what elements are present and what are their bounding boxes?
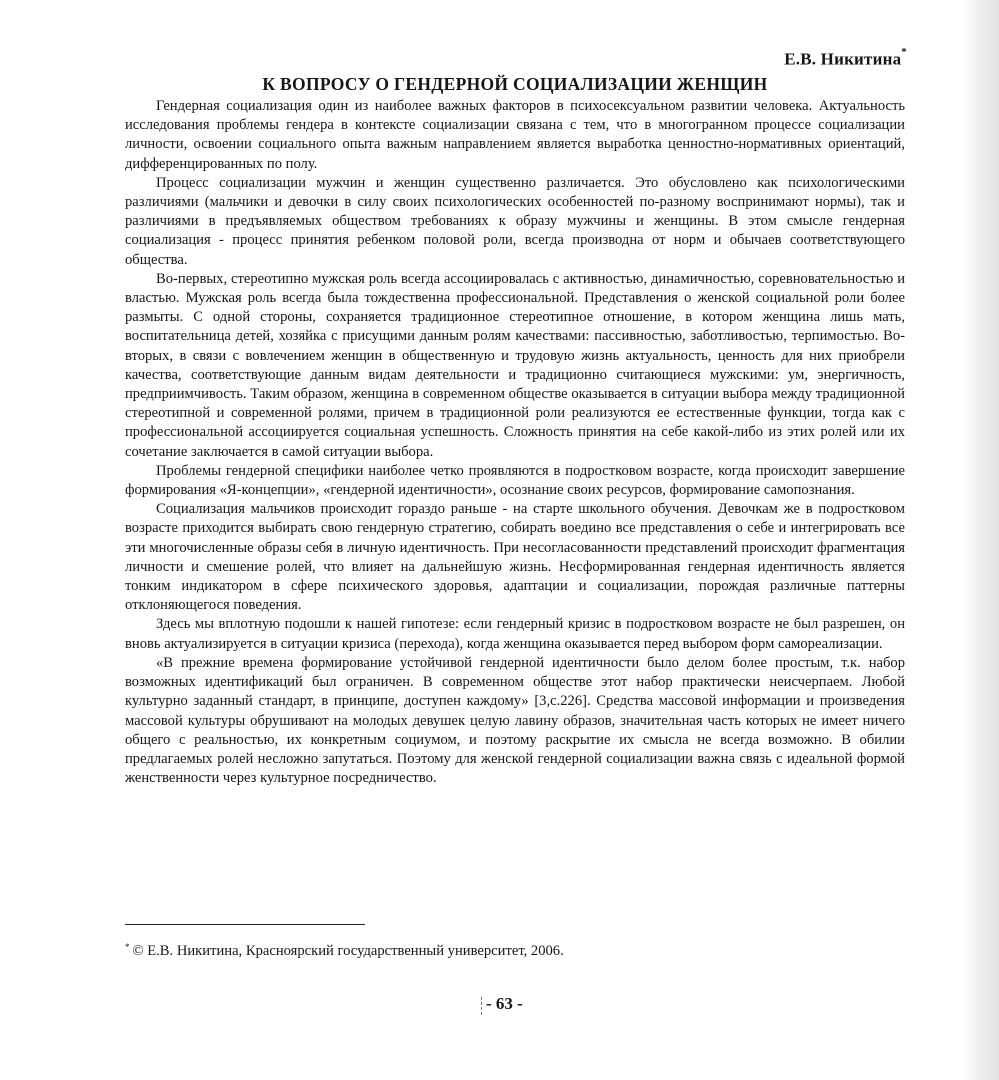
paragraph-5: Социализация мальчиков происходит гораздо раньше - на старте школьного обучения. Девочкам же в подростковом возрасте приходится выбирать свою гендерную стратегию, собирать воедино все представления о себе и интегрировать все эти многочисленные образы себя в личную идентичность. При несогласованности представлений происходит фрагментация личности и смешение ролей, что влияет на дальнейшую жизнь. Несформированная гендерная идентичность является тонким индикатором в сфере психического здоровья, адаптации и социализации, порождая различные паттерны отклоняющегося поведения. [125,501,905,614]
author-footnote-marker: * [901,46,907,58]
page-number: - 63 - [486,994,523,1013]
paragraph-3: Во-первых, стереотипно мужская роль всегда ассоциировалась с активностью, динамичностью, соревновательностью и властью. Мужская роль всегда была тождественна профессиональной. Представления о женской социальной роли более размыты. С одной стороны, сохраняется традиционное стереотипное отношение, в котором женщина лишь мать, воспитательница детей, хозяйка с присущими данным ролям качествами: пассивностью, заботливостью, терпимостью. Во-вторых, в связи с вовлечением женщин в общественную и трудовую жизнь актуальность, ценность для них приобрели качества, соответствующие данным видам деятельности и традиционно считающиеся мужскими: ум, энергичность, предприимчивость. Таким образом, женщина в современном обществе оказывается в ситуации выбора между традиционной стереотипной и современной ролями, причем в традиционной роли реализуются ее естественные функции, тогда как с профессиональной ассоциируется социальная успешность. Сложность принятия на себе какой-либо из этих ролей или их сочетание заключается в самой ситуации выбора. [125,270,905,460]
paragraph-7: «В прежние времена формирование устойчивой гендерной идентичности было делом более простым, т.к. набор возможных идентификаций был ограничен. В современном обществе этот набор практически неисчерпаем. Любой культурно заданный стандарт, в принципе, доступен каждому» [3,с.226]. Средства массовой информации и произведения массовой культуры обрушивают на молодых девушек целую лавину образов, значительная часть которых не имеет ничего общего с реальностью, их конкретным социумом, и поэтому раскрытие их смысла не всегда возможно. В обилии предлагаемых ролей несложно запутаться. Поэтому для женской гендерной социализации важна связь с идеальной формой женственности через культурное посредничество. [125,654,905,787]
page-edge-shadow [963,0,999,1080]
paragraph-6: Здесь мы вплотную подошли к нашей гипотезе: если гендерный кризис в подростковом возрасте не был разрешен, он вновь актуализируется в ситуации кризиса (перехода), когда женщина оказывается перед выбором форм самореализации. [125,616,905,652]
paragraph-4: Проблемы гендерной специфики наиболее четко проявляются в подростковом возрасте, когда происходит завершение формирования «Я-концепции», «гендерной идентичности», осознание своих ресурсов, формирование самопознания. [125,462,905,499]
footnote [125,943,564,960]
paragraph-1: Гендерная социализация один из наиболее важных факторов в психосексуальном развитии человека. Актуальность исследования проблемы гендера в контексте социализации связана с тем, что в многогранном процессе социализации личности, освоении социального опыта важным направлением является выработка ценностно-нормативных ориентаций, дифференцированных по полу. [125,98,905,172]
author-name: Е.В. Никитина [784,49,902,69]
footnote-text: © Е.В. Никитина, Красноярский государственный университет, 2006. [132,943,564,959]
paragraph-2: Процесс социализации мужчин и женщин существенно различается. Это обусловлено как психологическими различиями (мальчики и девочки в силу своих психологических особенностей по-разному воспринимают нормы), так и различиями в предъявляемых обществом требованиях к образу мужчины и женщины. В этом смысле гендерная социализация - процесс принятия ребенком половой роли, всегда производна от норм и обычаев соответствующего общества. [125,174,905,268]
scan-margin-mark [481,997,483,1015]
footnote-marker: * [125,942,130,952]
author-line [784,46,907,70]
article-body [125,97,905,788]
footnote-divider [125,924,365,925]
article-title: К ВОПРОСУ О ГЕНДЕРНОЙ СОЦИАЛИЗАЦИИ ЖЕНЩИН [262,74,768,94]
